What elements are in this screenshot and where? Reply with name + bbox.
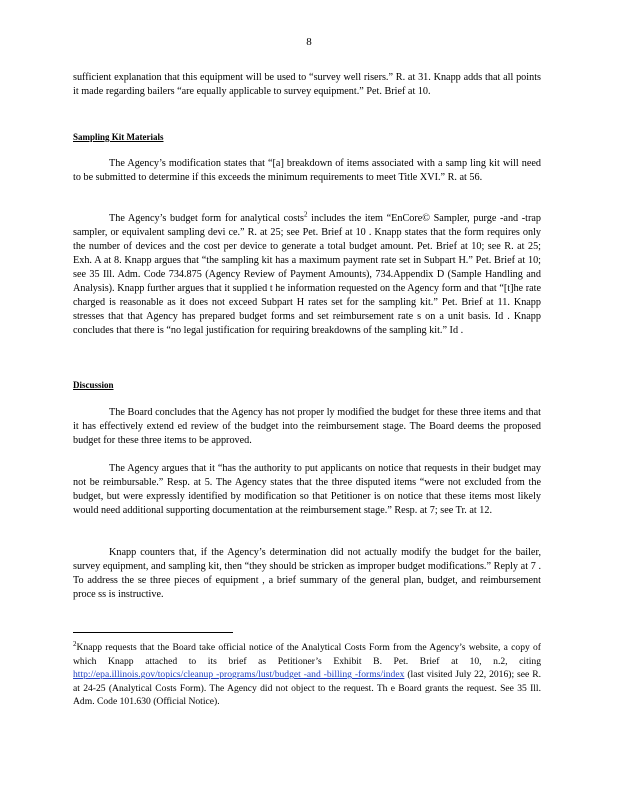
paragraph-knapp-counters: Knapp counters that, if the Agency’s determination did not actually modify the budget for the bailer, survey equipment, and sampling kit, then “they should be stricken as improper budget modifications.” Reply at 7 . To address the se three pieces of equipment , a brief summary of the general plan, budget, and reimbursement proce ss is instructive.	[73, 547, 541, 600]
footnote	[73, 641, 541, 709]
paragraph-agency-modification: The Agency’s modification states that “[a] breakdown of items associated with a samp ling kit will need to be submitted to determine if this exceeds the minimum requirements to meet Title XVI.” R. at 56.	[73, 158, 541, 183]
page-number: 8	[306, 36, 312, 48]
paragraph-budget-form	[73, 212, 541, 338]
paragraph-board-concludes: The Board concludes that the Agency has not proper ly modified the budget for these three items and that it has effectively extend ed review of the budget into the reimbursement stage. The Board deems the proposed budget for these three items to be approved.	[73, 407, 541, 446]
footnote-separator	[73, 632, 233, 633]
heading-sampling-kit-materials: Sampling Kit Materials	[73, 132, 164, 142]
footnote-link[interactable]: http://epa.illinois.gov/topics/cleanup -programs/lust/budget -and -billing -forms/index	[73, 669, 405, 681]
footnote-text-a: Knapp requests that the Board take official notice of the Analytical Costs Form from the Agency’s website, a copy of which Knapp attached to its brief as Petitioner’s Exhibit B. Pet. Brief at 10, n.2, citing	[73, 642, 541, 667]
heading-discussion: Discussion	[73, 380, 114, 390]
paragraph-survey-equipment-end: sufficient explanation that this equipment will be used to “survey well risers.” R. at 31. Knapp adds that all points it made regarding bailers “are equally applicable to survey equipment.” Pet. Brief at 10.	[73, 72, 541, 97]
footnote-mark: 2	[73, 639, 77, 648]
footnote-text-b: (last visited July 22, 2016); see R. at 24-25 (Analytical Costs Form). The Agency did not object to the request. Th e Board grants the request. See 35 Ill. Adm. Code 101.630 (Official Notice).	[73, 669, 541, 708]
paragraph-agency-argues: The Agency argues that it “has the authority to put applicants on notice that requests in their budget may not be reimbursable.” Resp. at 5. The Agency states that the three disputed items “were not excluded from the budget, but were expressly identified by modification so that Petitioner is on notice that these items most likely would need additional supporting documentation at the reimbursement stage.” Resp. at 7; see Tr. at 12.	[73, 463, 541, 516]
paragraph-budget-form-text-a: The Agency’s budget form for analytical costs	[109, 213, 305, 224]
footnote-reference: 2	[304, 210, 308, 219]
paragraph-budget-form-text-b: includes the item “EnCore© Sampler, purge -and -trap sampler, or equivalent sampling devi ce.” R. at 25; see Pet. Brief at 10 . Knapp states that the form requires only the number of devices and the cost per device to generate a total budget amount. Pet. Brief at 10; see R. at 25; Exh. A at 8. Knapp argues that “the sampling kit has a maximum payment rate set in Subpart H.” Pet. Brief at 10; see 35 Ill. Adm. Code 734.875 (Agency Review of Payment Amounts), 734.Appendix D (Sample Handling and Analysis). Knapp further argues that it supplied t he information requested on the Agency form and that “[t]he rate charged is reasonable as it does not exceed Subpart H rates set for the sampling kit.” Pet. Brief at 11. Knapp stresses that that Agency has prepared budget forms and set reimbursement rate s on a unit basis. Id . Knapp concludes that there is “no legal justification for requiring breakdowns of the sampling kit.” Id .	[73, 213, 542, 336]
